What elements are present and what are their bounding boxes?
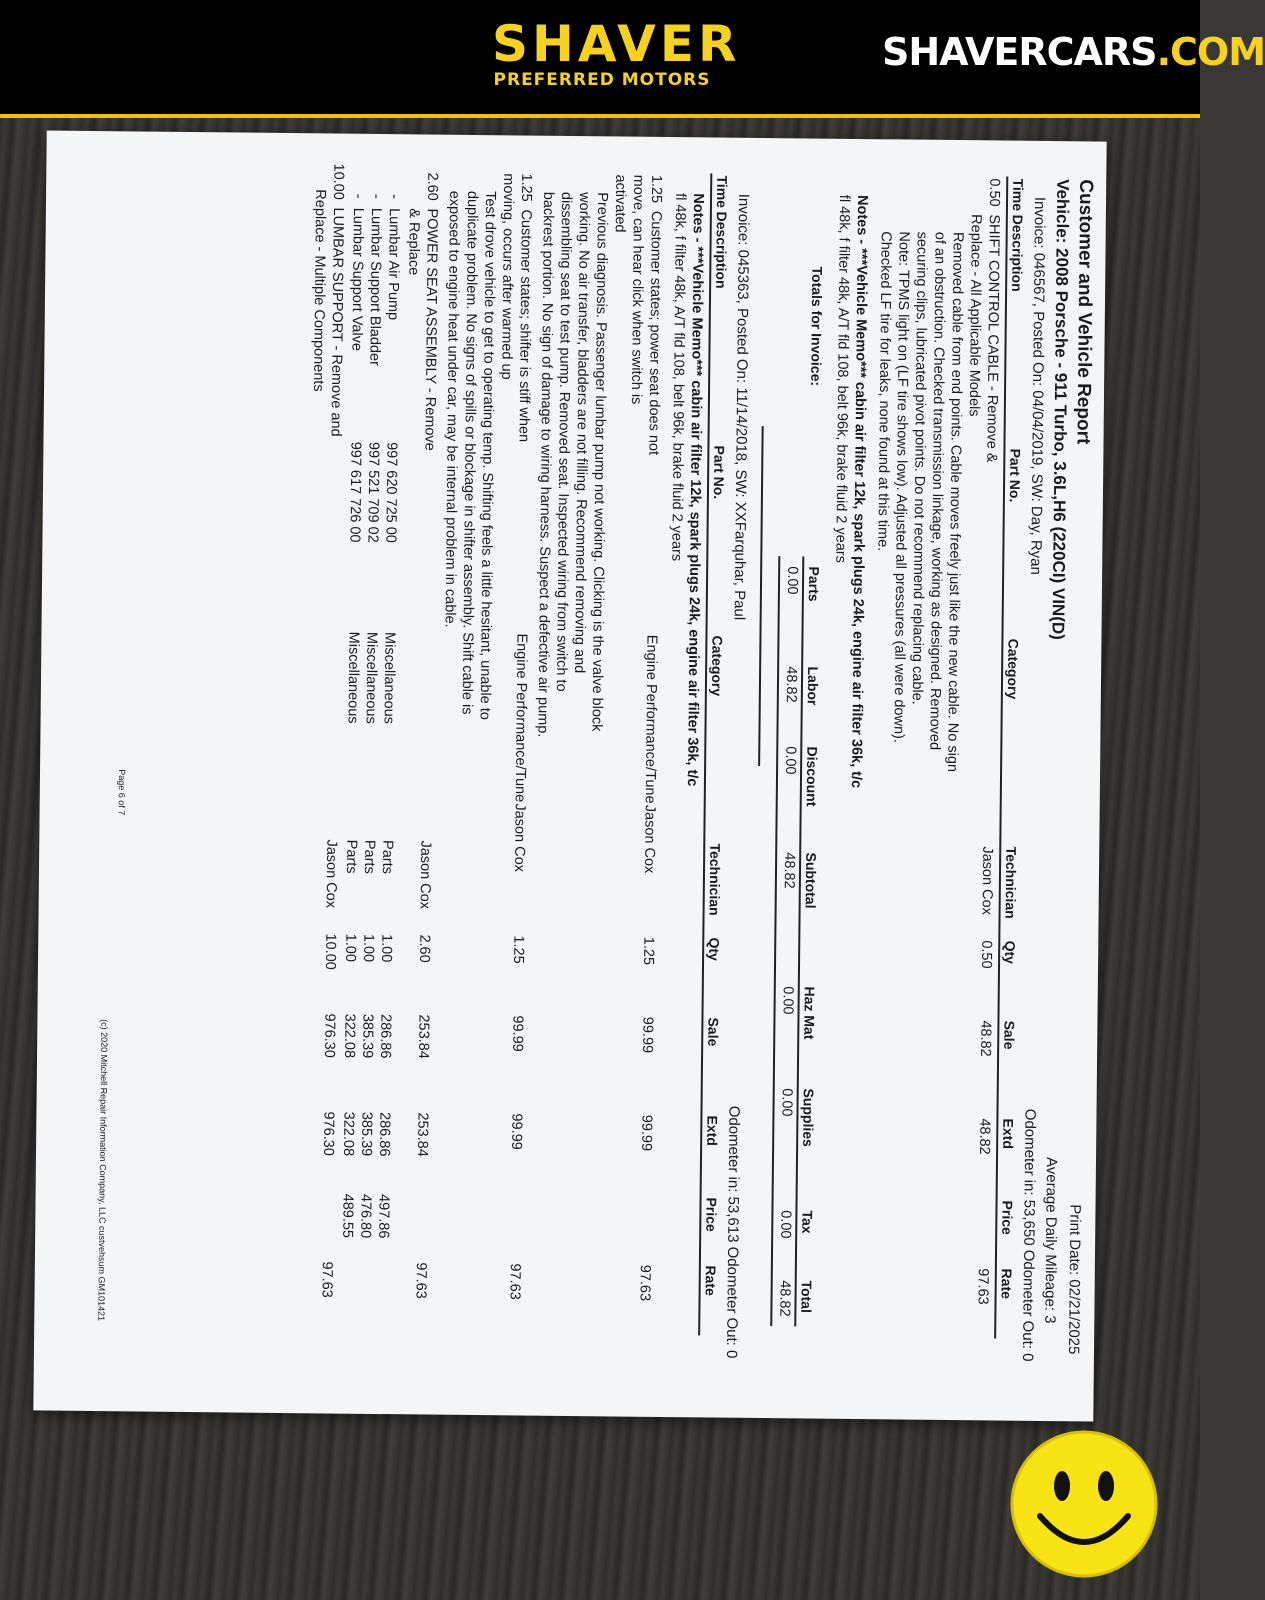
note-line: Test drove vehicle to get to operating temp. Shifting feels a little hesitant, unable to [476,191,499,720]
job-sale: 99.99 [509,1015,526,1052]
job-extd: 99.99 [508,1113,525,1150]
job-description: SHIFT CONTROL CABLE - Remove & [983,214,1002,463]
job-extd: 976.30 [320,1111,337,1156]
job-technician: Jason Cox [640,804,658,874]
col-part-no: Part No. [1006,448,1024,503]
job-rate: 97.63 [412,1262,429,1299]
part-extd: 385.39 [358,1111,375,1157]
job-time: 1.25 [518,173,535,202]
job-technician: Jason Cox [416,840,434,910]
invoice-1-odometer: Odometer in: 53,650 Odometer Out: 0 [1018,1108,1039,1362]
job-qty: 1.25 [640,936,657,966]
note-line: backrest portion. No sign of damage to wiring harness. Suspect a defective air pump. [534,191,557,738]
job-sale: 253.84 [415,1014,432,1059]
job-technician: Jason Cox [510,803,528,873]
average-daily-mileage: Average Daily Mileage: 3 [1041,1156,1061,1324]
job-qty: 2.60 [416,934,433,963]
site-url[interactable] [882,30,1265,74]
report-paper [33,130,1106,1421]
note-line: of an obstruction. Checked transmission linkage, working as designed. Removed [926,231,948,751]
col-time: Time [1009,178,1027,212]
job-sale: 99.99 [639,1016,656,1054]
col-sale: Sale [705,1017,722,1047]
report-content [75,139,1118,1420]
col-sale: Sale [1001,1020,1018,1050]
site-url-tld: .COM [1156,30,1265,74]
col-category: Category [708,635,726,697]
part-number: 997 617 726 00 [346,441,364,543]
job-rate: 97.63 [506,1263,523,1300]
col-price: Price [703,1197,720,1232]
totals-subtotal: 48.82 [780,852,798,889]
col-rate: Rate [702,1265,719,1296]
col-time: Time [713,175,731,209]
separator-rule [759,426,764,766]
part-qty: 1.00 [342,933,359,963]
part-sale: 286.86 [377,1013,394,1059]
totals-header-total: Total [798,1280,815,1313]
col-extd: Extd [1000,1118,1017,1150]
job-description: POWER SEAT ASSEMBLY - Remove [421,208,440,451]
part-tech: Parts [360,839,378,874]
invoice-2-line: Invoice: 045363, Posted On: 11/14/2018, SW: XXFarquhar, Paul [730,193,753,621]
job-qty: 0.50 [978,940,995,969]
job-description-3: activated [611,174,629,233]
job-technician: Jason Cox [978,846,996,915]
part-number: 997 620 725 00 [382,442,400,543]
memo-line: fl 48k, f filter 48k, A/T fld 108, belt 96k, brake fluid 2 years [832,194,853,563]
note-line: securing clips, lubricated pivot points. Do not recommend replacing cable. [908,231,930,705]
note-line: exposed to engine heat under car, may be internal problem in cable. [441,190,463,628]
header-accent-line [0,114,1200,118]
part-price: 489.55 [339,1193,356,1239]
note-line: Checked LF tire for leaks, none found at this time. [874,231,894,552]
totals-header-subtotal: Subtotal [802,852,820,909]
col-qty: Qty [1002,940,1019,965]
job-time: 0.50 [985,178,1003,207]
job-extd: 48.82 [976,1118,993,1155]
job-qty: 10.00 [321,933,339,970]
part-category: Miscellaneous [362,631,380,724]
job-technician: Jason Cox [322,839,340,909]
col-description: Description [713,211,730,289]
job-extd: 253.84 [414,1112,431,1157]
job-description-2: Replace - Multiple Components [310,189,329,392]
totals-label: Totals for Invoice: [808,266,826,387]
totals-discount: 0.00 [782,746,799,775]
job-description-2: moving, occurs after warmed up [498,173,517,380]
totals-header-labor: Labor [804,666,822,706]
job-rate: 97.63 [318,1261,335,1298]
vehicle-info: Vehicle: 2008 Porsche - 911 Turbo, 3.6L,H6 (220CI) VIN(D) [1048,179,1073,640]
note-line: duplicate problem. No signs of spills or blockage in shifter assembly. Shift cable is [458,190,481,715]
memo-line: Notes - ***Vehicle Memo*** cabin air filter 12k, spark plugs 24k, engine air filter 36k, t/c [683,193,707,787]
job-description: Customer states; shifter is stiff when [515,209,534,443]
site-header [0,0,1265,114]
part-extd: 322.08 [340,1111,357,1157]
job-description: Customer states; power seat does not [645,210,664,456]
site-url-main: SHAVERCARS [882,30,1157,74]
print-date: Print Date: 02/21/2025 [1064,1204,1084,1355]
part-name: Lumbar Support Bladder [366,207,384,367]
memo-line: Notes - ***Vehicle Memo*** cabin air filter 12k, spark plugs 24k, engine air filter 36k, t/c [847,194,871,789]
totals-supplies: 0.00 [778,1088,795,1117]
col-extd: Extd [704,1115,721,1146]
report-title: Customer and Vehicle Report [1072,179,1097,445]
brand-logo[interactable] [492,15,741,90]
note-line: working. No air transfer, bladders are not filling. Recommend removing and [571,192,593,674]
part-sale: 322.08 [341,1013,358,1059]
job-category: Engine Performance/Tune [511,633,530,803]
job-qty: 1.25 [510,935,527,964]
job-sale: 976.30 [321,1013,338,1058]
part-price: 476.80 [357,1193,374,1239]
col-description: Description [1009,214,1026,292]
job-description-2: & Replace [405,208,422,276]
job-description-2: move, can hear click when switch is [627,174,647,405]
part-tech: Parts [378,840,396,875]
part-price: 497.86 [375,1193,392,1239]
part-dash: - [350,193,367,199]
job-sale: 48.82 [977,1020,994,1057]
job-time: 1.25 [648,174,665,204]
part-extd: 286.86 [376,1111,393,1157]
part-qty: 1.00 [360,933,377,963]
part-tech: Parts [342,839,360,874]
totals-header-parts: Parts [805,566,823,602]
col-technician: Technician [1002,846,1020,919]
totals-header-supplies: Supplies [800,1088,817,1147]
job-time: 2.60 [424,172,441,201]
col-price: Price [999,1200,1016,1235]
job-rate: 97.63 [974,1268,991,1305]
col-part-no: Part No. [710,445,728,500]
part-name: Lumbar Support Valve [348,207,366,352]
note-line: Removed cable from end points. Cable moves freely just like the new cable. No sign [944,231,966,773]
part-sale: 385.39 [359,1013,376,1059]
totals-hazmat: 0.00 [779,986,796,1015]
totals-header-discount: Discount [803,746,821,807]
note-line: Note: TPMS light on (LF tire shows low). Adjusted all pressures (all were down). [890,231,912,743]
totals-header-tax: Tax [799,1210,816,1234]
part-qty: 1.00 [378,934,395,963]
totals-total: 48.82 [776,1280,793,1317]
memo-line: fl 48k, f filter 48k, A/T fld 108, belt 96k, brake fluid 2 years [668,193,689,562]
col-technician: Technician [706,843,724,916]
invoice-2-odometer: Odometer in: 53,613 Odometer Out: 0 [722,1105,743,1359]
brand-name: SHAVER [492,15,741,73]
col-rate: Rate [998,1268,1015,1300]
copyright-notice: (c) 2020 Mitchell Repair Information Company, LLC custvehsum GM101421 [96,1019,110,1322]
note-line: dissembling seat to test pump. Removed seat. Inspected wiring from switch to [552,191,575,692]
job-rate: 97.63 [636,1264,653,1302]
job-description: LUMBAR SUPPORT - Remove and [327,207,346,437]
brand-tagline: PREFERRED MOTORS [493,70,711,90]
job-description-2: Replace - All Applicable Models [965,214,984,417]
part-category: Miscellaneous [344,631,362,724]
note-line: Previous diagnosis. Passenger lumbar pump not working. Clicking is the valve block [588,192,611,732]
part-dash: - [386,194,403,200]
totals-header-hazmat: Haz Mat [801,986,818,1040]
part-number: 997 521 709 02 [364,441,382,543]
col-category: Category [1004,638,1022,700]
totals-parts: 0.00 [783,566,801,595]
totals-tax: 0.00 [777,1210,794,1239]
invoice-1-line: Invoice: 046567, Posted On: 04/04/2019, SW: Day, Ryan [1027,196,1049,575]
part-dash: - [368,193,385,199]
page-number: Page 6 of 7 [116,769,128,816]
part-category: Miscellaneous [380,632,398,725]
smiley-face-icon [1008,1428,1160,1580]
col-qty: Qty [706,937,723,961]
totals-labor: 48.82 [782,666,800,703]
job-category: Engine Performance/Tune [641,634,660,804]
job-time: 10.00 [330,163,347,200]
part-name: Lumbar Air Pump [384,208,402,321]
job-extd: 99.99 [638,1114,655,1152]
